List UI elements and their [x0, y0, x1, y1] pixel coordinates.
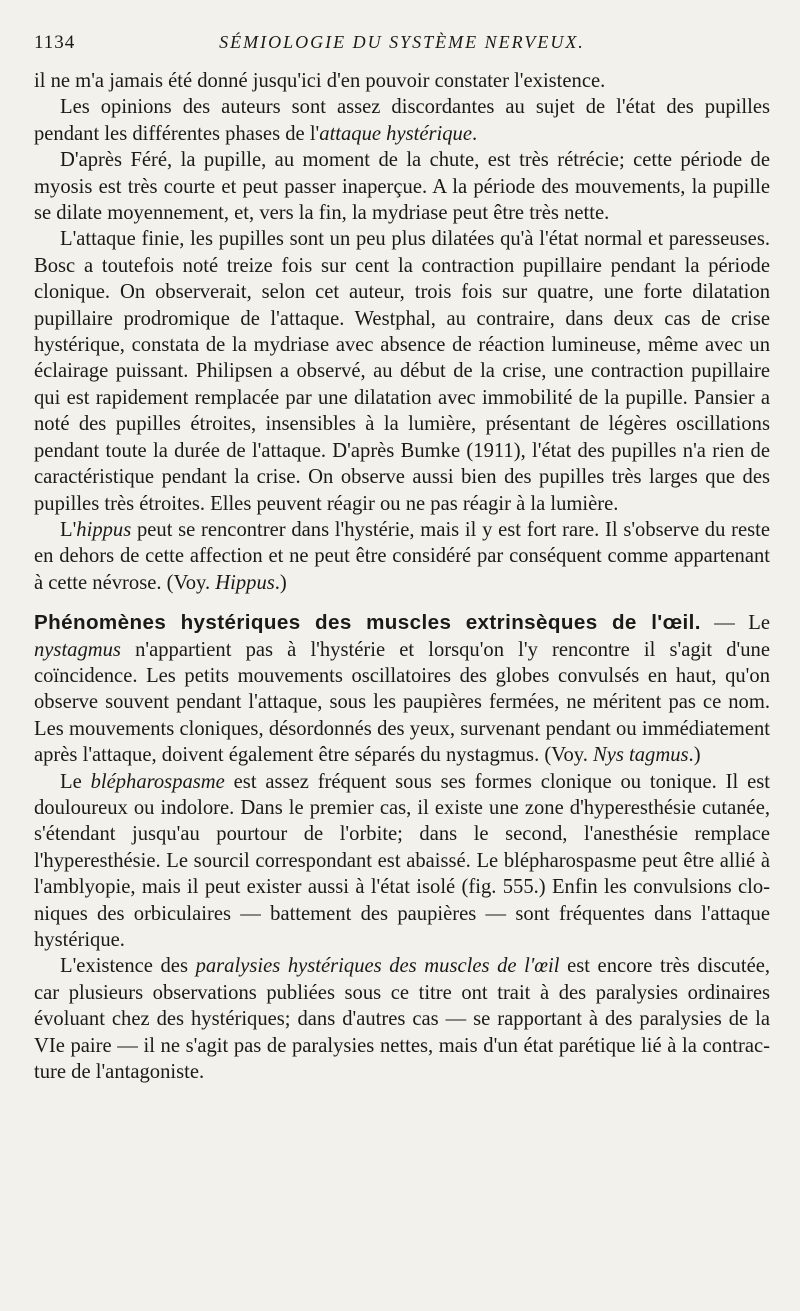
paragraph-paralysis: L'existence des paralysies hystériques des muscles de l'œil est encore très discutée, car plusieurs observations publiées sous ce titre ont trait à des paralysies ordinaires évoluant chez des hystériques; dans d'autres cas — se rapportant à des paralysies de la VIe paire — il ne s'agit pas de paralysies nettes, mais d'un état parétique lié à la contracture de l'antagoniste. [34, 955, 771, 1084]
section-heading: Phénomènes hystériques des muscles extrinsèques de l'œil. [34, 611, 701, 635]
paragraph-after-attack: L'attaque finie, les pupilles sont un peu plus dilatées qu'à l'état normal et paresseuses. Bosc a toutefois noté treize fois sur cent la contraction pupillaire pendant la période clonique. On observerait, selon cet auteur, trois fois sur quatre, une forte dilatation pupillaire prodromique de l'attaque. Westphal, au contraire, dans deux cas de crise hystérique, constata de la mydriase avec absence de réaction lumineuse, même avec un éclairage puissant. Philipsen a observé, au début de la crise, une contraction pupillaire qui est rapidement remplacée par une dilatation avec immobilité de la pupille. Pansier a noté des pupilles étroites, insensibles à la lumière, présentant de légères oscillations pendant toute la durée de l'attaque. D'après Bumke (1911), l'état des pupilles n'a rien de caractéristique pendant la crise. On observe aussi bien des pupilles très larges que des pupilles très étroites. Elles peuvent réagir ou ne pas réagir à la lumière. [34, 228, 770, 515]
page-number: 1134 [34, 32, 76, 53]
paragraph-hippus: L'hippus peut se rencontrer dans l'hystérie, mais il y est fort rare. Il s'observe du reste en dehors de cette affection et ne peut être considéré par conséquent comme appartenant à cette névrose. (Voy. Hippus.) [34, 518, 770, 594]
paragraph-pupils-intro: Les opinions des auteurs sont assez discordantes au sujet de l'état des pupilles pendant les différentes phases de l'attaque hystérique. [34, 96, 770, 145]
running-title: SÉMIOLOGIE DU SYSTÈME NERVEUX. [219, 32, 585, 52]
page-header [34, 28, 770, 58]
section-extrinsic-muscles: Phénomènes hystériques des muscles extrinsèques de l'œil. — Le nystagmus n'appartient pas à l'hystérie et lorsqu'on l'y rencontre il s'agit d'une coïncidence. Les petits mouvements oscillatoires des globes convulsés en haut, qu'on observe souvent pendant l'attaque, sous les paupières fermées, ne méritent pas ce nom. Les mouvements cloniques, désordonnés des yeux, survenant pendant ou immédiatement après l'attaque, doivent également être séparés du nystagmus. (Voy. Nys tagmus.) [34, 611, 770, 767]
paragraph-blepharospasm: Le blépharospasme est assez fréquent sous ses formes clonique ou tonique. Il est douloureux ou indolore. Dans le premier cas, il existe une zone d'hyperesthésie cutanée, s'étendant jusqu'au pourtour de l'orbite; dans le second, l'anesthésie remplace l'hyperesthésie. Le sourcil correspondant est abaissé. Le blépharospasme peut être allié à l'amblyopie, mais il peut exister aussi à l'état isolé (fig. 555.) Enfin les convulsions cloniques des orbiculaires — battement des paupières — sont fréquentes dans l'attaque hystérique. [34, 770, 770, 951]
paragraph-continuation: il ne m'a jamais été donné jusqu'ici d'en pouvoir constater l'existence. [34, 70, 606, 92]
body-text [34, 68, 770, 1085]
paragraph-fere: D'après Féré, la pupille, au moment de la chute, est très rétrécie; cette période de myosis est très courte et peut passer inaperçue. A la période des mouvements, la pupille se dilate moyennement, et, vers la fin, la mydriase peut être très nette. [34, 149, 770, 225]
